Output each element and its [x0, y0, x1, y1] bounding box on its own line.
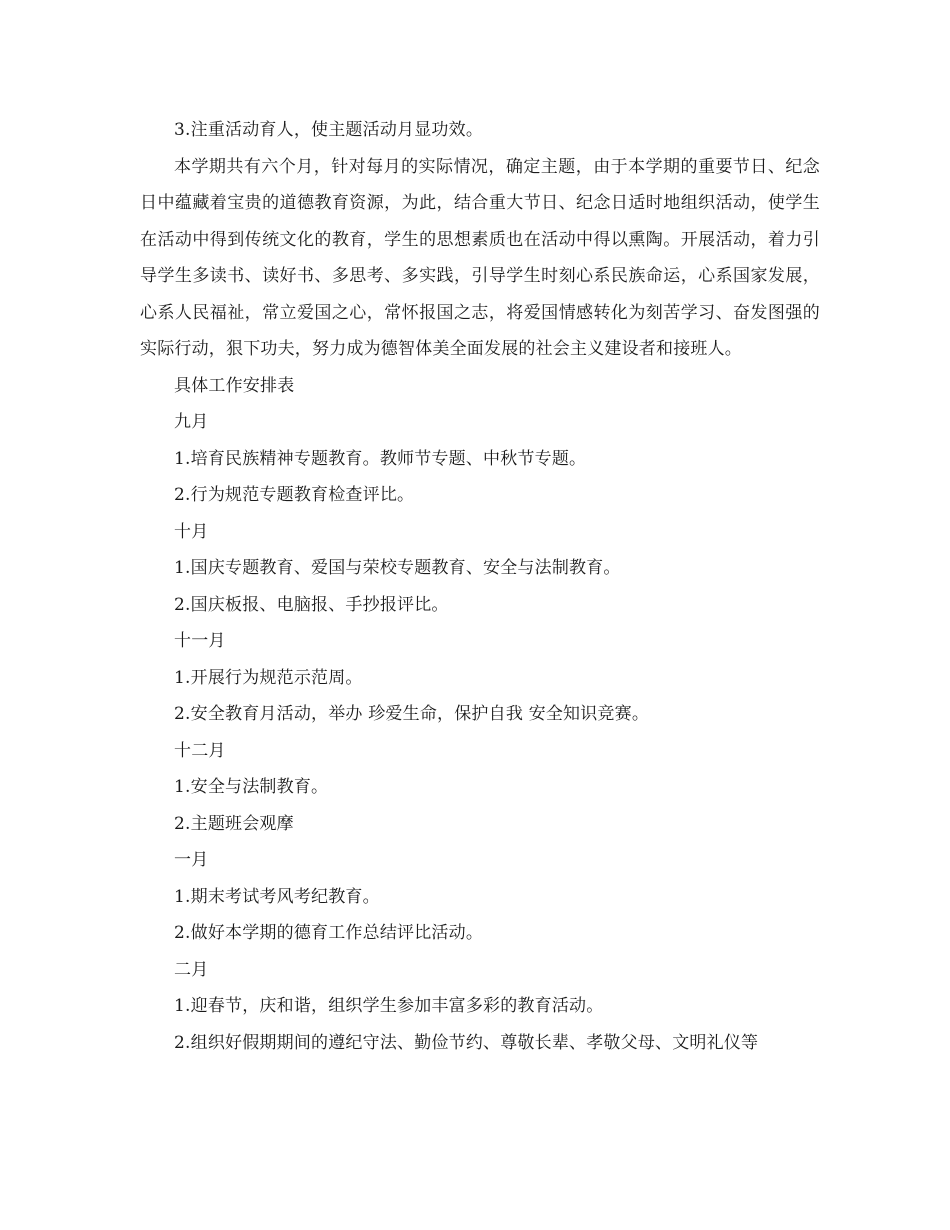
month-item: 1.国庆专题教育、爱国与荣校专题教育、安全与法制教育。	[174, 558, 621, 578]
month-item: 2.行为规范专题教育检查评比。	[174, 485, 415, 505]
month-heading-nov: 十一月	[174, 631, 226, 651]
month-heading-sep: 九月	[174, 412, 209, 432]
body-paragraph: 本学期共有六个月，针对每月的实际情况，确定主题，由于本学期的重要节日、纪念日中蕴藏着宝贵的道德教育资源，为此，结合重大节日、纪念日适时地组织活动，使学生在活动中得到传统文化的教育，学生的思想素质也在活动中得以熏陶。开展活动，着力引导学生多读书、读好书、多思考、多实践，引导学生时刻心系民族命运，心系国家发展，心系人民福祉，常立爱国之心，常怀报国之志，将爱国情感转化为刻苦学习、奋发图强的实际行动，狠下功夫，努力成为德智体美全面发展的社会主义建设者和接班人。	[140, 156, 820, 359]
month-heading-oct: 十月	[174, 521, 209, 542]
month-item: 1.迎春节，庆和谐，组织学生参加丰富多彩的教育活动。	[174, 996, 604, 1016]
intro-item: 3.注重活动育人，使主题活动月显功效。	[174, 120, 484, 140]
schedule-title: 具体工作安排表	[174, 375, 295, 396]
month-item: 1.安全与法制教育。	[174, 777, 329, 797]
month-item: 1.培育民族精神专题教育。教师节专题、中秋节专题。	[174, 448, 587, 469]
document-body	[140, 112, 820, 1061]
month-heading-dec: 十二月	[174, 740, 226, 761]
month-item: 2.安全教育月活动，举办 珍爱生命，保护自我 安全知识竞赛。	[174, 704, 650, 724]
month-item: 1.开展行为规范示范周。	[174, 667, 363, 688]
month-heading-feb: 二月	[174, 959, 209, 980]
month-item: 2.做好本学期的德育工作总结评比活动。	[174, 923, 484, 943]
month-item: 2.组织好假期期间的遵纪守法、勤俭节约、尊敬长辈、孝敬父母、文明礼仪等	[174, 1032, 759, 1053]
month-item: 1.期末考试考风考纪教育。	[174, 886, 380, 907]
month-item: 2.国庆板报、电脑报、手抄报评比。	[174, 594, 449, 615]
month-item: 2.主题班会观摩	[174, 813, 294, 834]
month-heading-jan: 一月	[174, 850, 209, 870]
